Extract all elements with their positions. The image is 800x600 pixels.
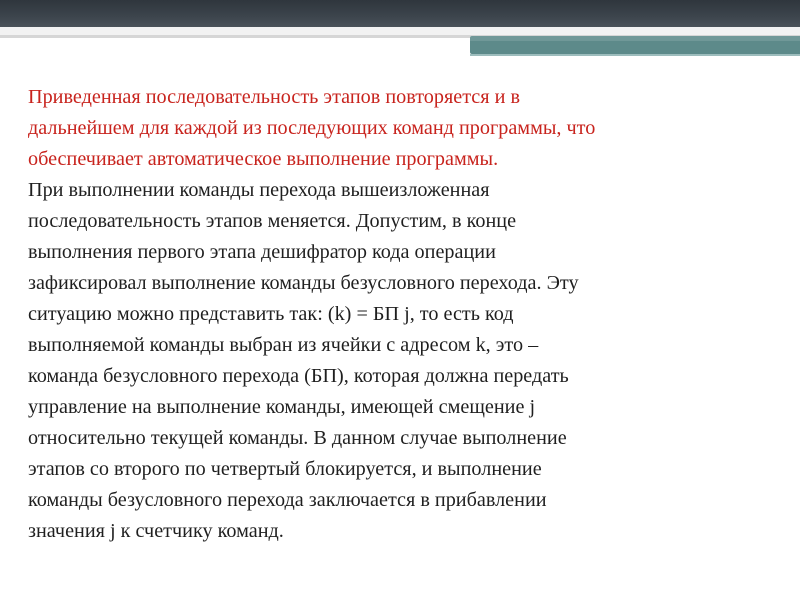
paragraph-highlighted: Приведенная последовательность этапов повторяется и в дальнейшем для каждой из последующих команд программы, что обеспечивает автоматическое выполнение программы. xyxy=(28,86,596,170)
header-accent-block xyxy=(470,36,800,54)
header-rule xyxy=(0,27,800,35)
slide-body xyxy=(28,82,788,547)
paragraph-main: При выполнении команды перехода вышеизложенная последовательность этапов меняется. Допустим, в конце выполнения первого этапа дешифратор кода операции зафиксировал выполнение команды безусловного перехода. Эту ситуацию можно представить так: (k) = БП j, то есть код выполняемой команды выбран из ячейки с адресом k, это – команда безусловного перехода (БП), которая должна передать управление на выполнение команды, имеющей смещение j относительно текущей команды. В данном случае выполнение этапов со второго по четвертый блокируется, и выполнение команды безусловного перехода заключается в прибавлении значения j к счетчику команд. xyxy=(28,179,579,542)
header-bar xyxy=(0,0,800,27)
header-accent-strip xyxy=(470,54,800,56)
